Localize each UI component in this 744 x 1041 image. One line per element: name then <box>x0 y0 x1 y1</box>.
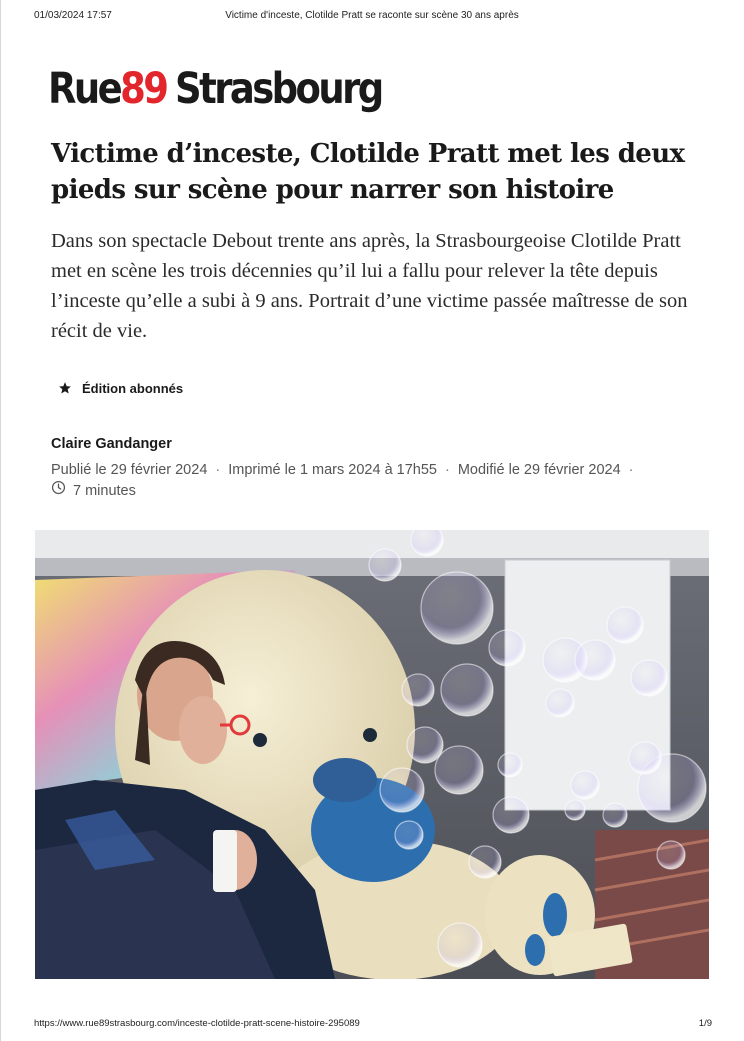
printed-date: Imprimé le 1 mars 2024 à 17h55 <box>228 462 437 478</box>
badge-label: Édition abonnés <box>82 380 184 396</box>
reading-time <box>51 480 136 501</box>
print-header <box>0 10 744 26</box>
print-footer <box>0 1018 744 1032</box>
separator: · <box>215 462 221 478</box>
modified-date: Modifié le 29 février 2024 <box>457 462 621 478</box>
print-title: Victime d'inceste, Clotilde Pratt se raconte sur scène 30 ans après <box>225 10 519 21</box>
article-standfirst: Dans son spectacle Debout trente ans après, la Strasbourgeoise Clotilde Pratt met en scène les trois décennies qu’il lui a fallu pour relever la tête depuis l’inceste qu’elle a subi à 9 ans. Portrait d’une victime passée maîtresse de son récit de vie. <box>51 230 688 342</box>
reading-time-label: 7 minutes <box>73 482 136 499</box>
published-date: Publié le 29 février 2024 <box>51 462 208 478</box>
separator: · <box>628 462 634 478</box>
page-number: 1/9 <box>698 1018 712 1029</box>
separator: · <box>444 462 450 478</box>
clock-icon <box>51 480 66 501</box>
article-photo <box>35 530 709 979</box>
article-headline: Victime d’inceste, Clotilde Pratt met les deux pieds sur scène pour narrer son histoire <box>51 139 685 205</box>
logo-89: 89 <box>120 64 167 114</box>
logo-city: Strasbourg <box>175 64 382 114</box>
article-dates <box>51 458 701 482</box>
site-logo[interactable] <box>48 60 382 118</box>
logo-rue: Rue <box>48 64 121 114</box>
author-name[interactable]: Claire Gandanger <box>51 436 172 452</box>
print-url: https://www.rue89strasbourg.com/inceste-clotilde-pratt-scene-histoire-295089 <box>34 1018 360 1029</box>
subscriber-badge <box>58 379 183 397</box>
star-icon <box>58 381 72 395</box>
print-datetime: 01/03/2024 17:57 <box>34 10 112 21</box>
page-edge <box>0 0 1 1041</box>
